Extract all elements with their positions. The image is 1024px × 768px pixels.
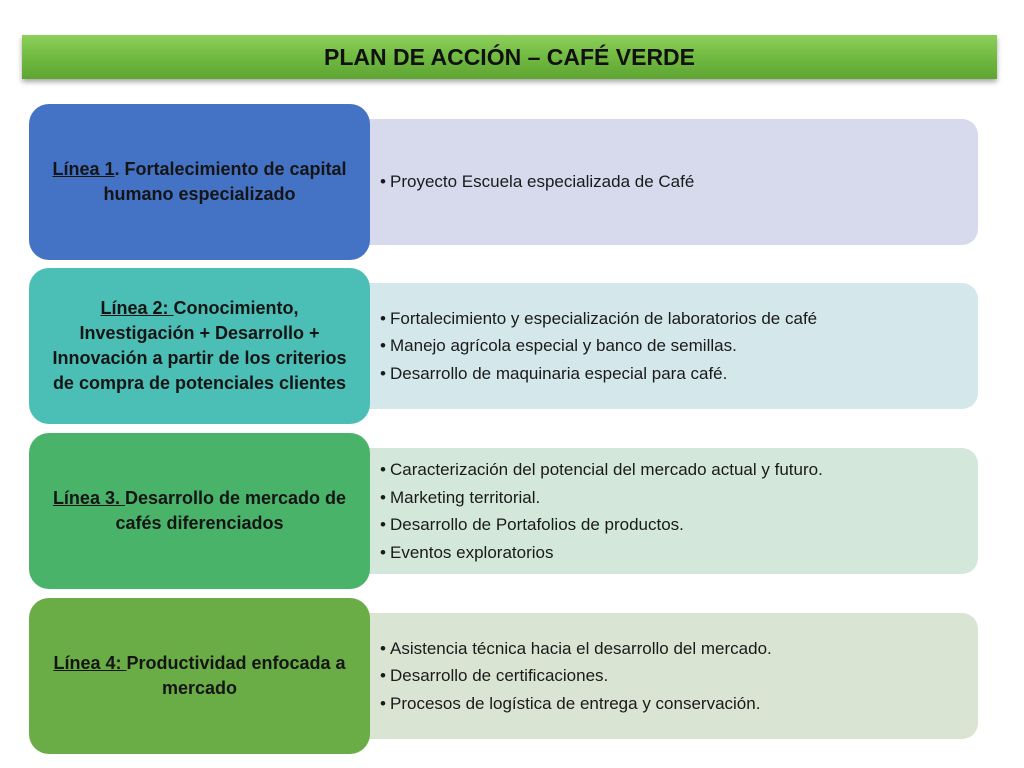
line-3-detail-box (340, 448, 978, 574)
list-item: • Manejo agrícola especial y banco de semillas. (380, 336, 737, 356)
list-item: • Caracterización del potencial del mercado actual y futuro. (380, 460, 823, 479)
list-item: • Procesos de logística de entrega y conservación. (380, 693, 761, 713)
line-row-3 (0, 433, 1024, 589)
line-row-4 (0, 598, 1024, 754)
line-1-label: Línea 1. Fortalecimiento de capital humano especializado (52, 159, 347, 204)
line-4-detail-box (340, 613, 978, 739)
line-2-label: Línea 2: Conocimiento, Investigación + Desarrollo + Innovación a partir de los criterios de compra de potenciales clientes (52, 298, 347, 393)
list-item: • Desarrollo de Portafolios de productos. (380, 515, 684, 534)
list-item: • Marketing territorial. (380, 487, 541, 507)
line-3-label: Línea 3. Desarrollo de mercado de cafés diferenciados (52, 488, 347, 533)
line-3-box (29, 433, 370, 589)
page-title: PLAN DE ACCIÓN – CAFÉ VERDE (323, 43, 696, 70)
list-item: • Fortalecimiento y especialización de laboratorios de café (380, 308, 818, 328)
title-bar (22, 35, 997, 79)
list-item: • Asistencia técnica hacia el desarrollo del mercado. (380, 638, 772, 658)
line-1-box (29, 104, 370, 260)
line-4-box (29, 598, 370, 754)
list-item: • Desarrollo de certificaciones. (380, 666, 609, 686)
list-item: • Proyecto Escuela especializada de Café (380, 172, 695, 192)
list-item: • Desarrollo de maquinaria especial para café. (380, 363, 728, 383)
line-2-box (29, 268, 370, 424)
line-row-2 (0, 268, 1024, 424)
list-item: • Eventos exploratorios (380, 542, 554, 562)
line-4-label: Línea 4: Productividad enfocada a mercado (53, 653, 346, 698)
line-2-detail-box (340, 283, 978, 409)
line-1-detail-box (340, 119, 978, 245)
line-row-1 (0, 104, 1024, 260)
